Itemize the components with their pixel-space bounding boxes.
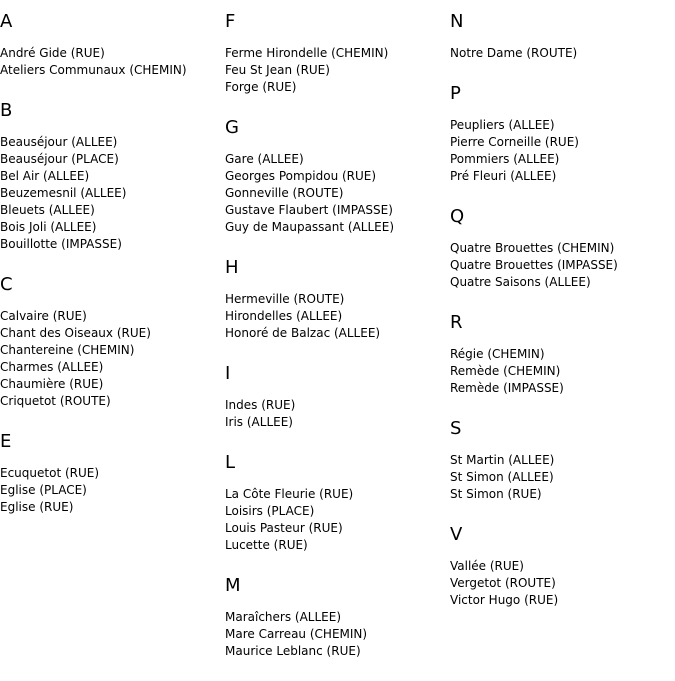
street-item (450, 469, 675, 486)
letter-heading: A (0, 11, 13, 32)
street-link[interactable]: Ferme Hirondelle (CHEMIN) (225, 46, 389, 60)
index-column-3 (450, 11, 675, 630)
letter-group (0, 11, 225, 79)
street-item (225, 609, 450, 626)
street-item (450, 117, 675, 134)
street-link[interactable]: Peupliers (ALLEE) (450, 118, 555, 132)
street-item (0, 151, 225, 168)
street-link[interactable]: Mare Carreau (CHEMIN) (225, 627, 368, 641)
street-link[interactable]: Georges Pompidou (RUE) (225, 169, 377, 183)
street-link[interactable]: Pierre Corneille (RUE) (450, 135, 579, 149)
letter-heading: L (225, 452, 236, 473)
letter-heading: R (450, 312, 463, 333)
street-link[interactable]: Bois Joli (ALLEE) (0, 220, 97, 234)
street-item (0, 465, 225, 482)
street-item (225, 626, 450, 643)
street-link[interactable]: Pommiers (ALLEE) (450, 152, 560, 166)
street-item (450, 380, 675, 397)
street-link[interactable]: Indes (RUE) (225, 398, 296, 412)
letter-group (225, 11, 450, 96)
letter-heading: V (450, 524, 463, 545)
street-link[interactable]: Eglise (PLACE) (0, 483, 87, 497)
street-item (225, 151, 450, 168)
street-link[interactable]: Hermeville (ROUTE) (225, 292, 345, 306)
street-link[interactable]: Beauséjour (PLACE) (0, 152, 119, 166)
street-link[interactable]: Quatre Brouettes (IMPASSE) (450, 258, 618, 272)
street-item (450, 558, 675, 575)
street-item (450, 151, 675, 168)
street-item (450, 240, 675, 257)
street-link[interactable]: Pré Fleuri (ALLEE) (450, 169, 557, 183)
street-item (225, 62, 450, 79)
street-item (0, 376, 225, 393)
street-item (450, 168, 675, 185)
street-link[interactable]: Bouillotte (IMPASSE) (0, 237, 122, 251)
street-link[interactable]: St Simon (RUE) (450, 487, 542, 501)
street-item (450, 592, 675, 609)
street-item (0, 482, 225, 499)
street-link[interactable]: Gustave Flaubert (IMPASSE) (225, 203, 393, 217)
street-item (0, 308, 225, 325)
letter-heading: Q (450, 206, 465, 227)
street-item (225, 45, 450, 62)
index-column-2 (225, 11, 450, 681)
letter-heading: P (450, 83, 461, 104)
street-link[interactable]: Maurice Leblanc (RUE) (225, 644, 361, 658)
street-link[interactable]: Charmes (ALLEE) (0, 360, 104, 374)
letter-group (225, 363, 450, 431)
street-link[interactable]: Iris (ALLEE) (225, 415, 293, 429)
letter-group (450, 11, 675, 62)
street-item (0, 219, 225, 236)
letter-heading: I (225, 363, 231, 384)
letter-heading: H (225, 257, 239, 278)
street-item (450, 346, 675, 363)
street-link[interactable]: Gonneville (ROUTE) (225, 186, 344, 200)
letter-heading: N (450, 11, 464, 32)
street-link[interactable]: André Gide (RUE) (0, 46, 105, 60)
letter-group (0, 431, 225, 516)
letter-group (450, 312, 675, 397)
letter-group (225, 117, 450, 236)
street-link[interactable]: Bleuets (ALLEE) (0, 203, 95, 217)
street-item (0, 168, 225, 185)
street-link[interactable]: La Côte Fleurie (RUE) (225, 487, 354, 501)
street-item (225, 79, 450, 96)
street-item (225, 202, 450, 219)
street-link[interactable]: Calvaire (RUE) (0, 309, 87, 323)
street-link[interactable]: Chantereine (CHEMIN) (0, 343, 135, 357)
street-link[interactable]: St Martin (ALLEE) (450, 453, 555, 467)
street-item (450, 45, 675, 62)
street-link[interactable]: Hirondelles (ALLEE) (225, 309, 343, 323)
street-link[interactable]: Gare (ALLEE) (225, 152, 304, 166)
letter-heading: C (0, 274, 13, 295)
letter-heading: E (0, 431, 12, 452)
street-item (0, 45, 225, 62)
street-item (225, 503, 450, 520)
index-column-1 (0, 11, 225, 537)
street-item (450, 486, 675, 503)
street-item (450, 257, 675, 274)
street-link[interactable]: St Simon (ALLEE) (450, 470, 554, 484)
letter-heading: F (225, 11, 236, 32)
street-link[interactable]: Lucette (RUE) (225, 538, 308, 552)
street-item (0, 236, 225, 253)
street-item (0, 359, 225, 376)
street-link[interactable]: Remède (IMPASSE) (450, 381, 564, 395)
street-item (450, 575, 675, 592)
street-link[interactable]: Eglise (RUE) (0, 500, 74, 514)
street-link[interactable]: Quatre Brouettes (CHEMIN) (450, 241, 615, 255)
street-item (450, 452, 675, 469)
street-link[interactable]: Régie (CHEMIN) (450, 347, 545, 361)
street-link[interactable]: Forge (RUE) (225, 80, 297, 94)
street-item (225, 397, 450, 414)
street-link[interactable]: Beauséjour (ALLEE) (0, 135, 118, 149)
letter-group (225, 452, 450, 554)
street-item (225, 643, 450, 660)
letter-heading: M (225, 575, 241, 596)
street-link[interactable]: Ecuquetot (RUE) (0, 466, 100, 480)
street-link[interactable]: Victor Hugo (RUE) (450, 593, 559, 607)
letter-group (450, 524, 675, 609)
street-link[interactable]: Vergetot (ROUTE) (450, 576, 556, 590)
street-item (225, 291, 450, 308)
street-item (450, 274, 675, 291)
street-item (0, 202, 225, 219)
street-link[interactable]: Feu St Jean (RUE) (225, 63, 330, 77)
letter-group (450, 83, 675, 185)
street-item (225, 486, 450, 503)
street-link[interactable]: Criquetot (ROUTE) (0, 394, 111, 408)
street-item (0, 499, 225, 516)
letter-group (450, 418, 675, 503)
letter-heading: S (450, 418, 462, 439)
letter-heading: B (0, 100, 13, 121)
street-item (225, 325, 450, 342)
street-item (0, 325, 225, 342)
letter-group (450, 206, 675, 291)
letter-group (0, 100, 225, 253)
street-link[interactable]: Bel Air (ALLEE) (0, 169, 90, 183)
letter-group (225, 257, 450, 342)
street-link[interactable]: Chaumière (RUE) (0, 377, 104, 391)
street-item (225, 414, 450, 431)
street-item (225, 168, 450, 185)
street-link[interactable]: Maraîchers (ALLEE) (225, 610, 342, 624)
street-item (0, 342, 225, 359)
street-link[interactable]: Notre Dame (ROUTE) (450, 46, 578, 60)
street-item (450, 363, 675, 380)
street-link[interactable]: Guy de Maupassant (ALLEE) (225, 220, 395, 234)
street-link[interactable]: Loisirs (PLACE) (225, 504, 315, 518)
street-item (225, 185, 450, 202)
street-item (0, 62, 225, 79)
street-item (0, 134, 225, 151)
street-item (450, 134, 675, 151)
street-link[interactable]: Louis Pasteur (RUE) (225, 521, 343, 535)
street-link[interactable]: Vallée (RUE) (450, 559, 524, 573)
street-link[interactable]: Ateliers Communaux (CHEMIN) (0, 63, 187, 77)
street-item (0, 185, 225, 202)
letter-group (0, 274, 225, 410)
street-item (225, 537, 450, 554)
street-item (225, 219, 450, 236)
street-link[interactable]: Quatre Saisons (ALLEE) (450, 275, 591, 289)
street-item (225, 520, 450, 537)
letter-group (225, 575, 450, 660)
street-link[interactable]: Remède (CHEMIN) (450, 364, 561, 378)
street-link[interactable]: Honoré de Balzac (ALLEE) (225, 326, 381, 340)
street-item (0, 393, 225, 410)
letter-heading: G (225, 117, 239, 138)
street-item (225, 308, 450, 325)
street-link[interactable]: Chant des Oiseaux (RUE) (0, 326, 151, 340)
street-link[interactable]: Beuzemesnil (ALLEE) (0, 186, 127, 200)
